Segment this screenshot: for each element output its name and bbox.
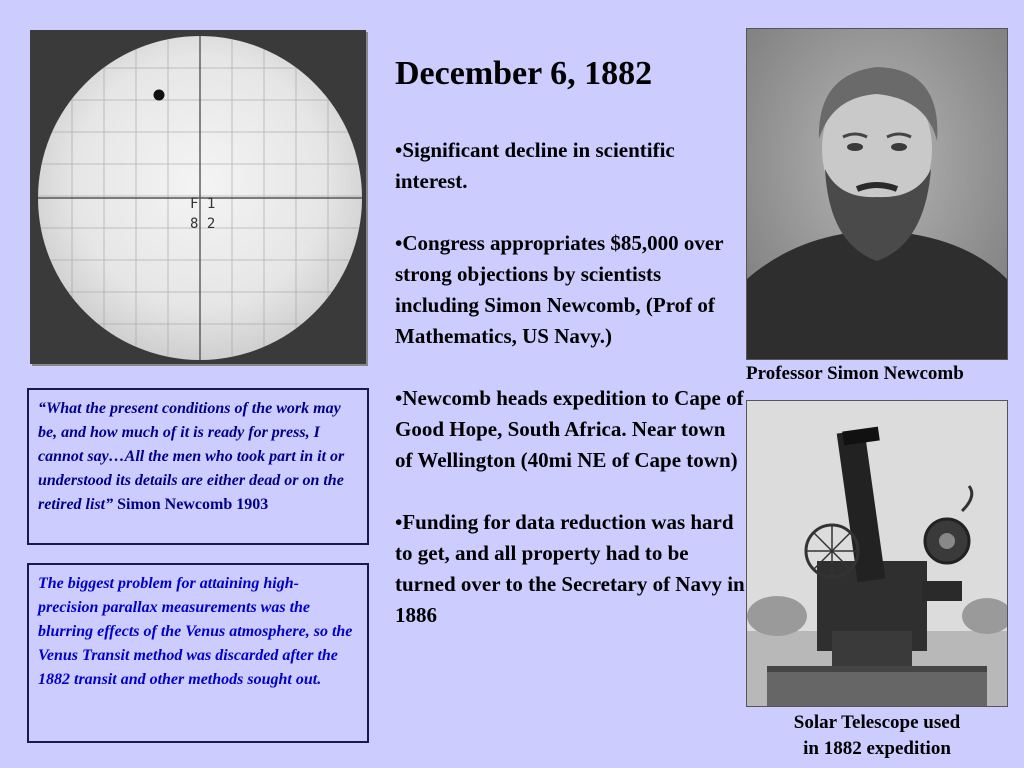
telescope-caption — [746, 710, 1008, 762]
portrait-caption: Professor Simon Newcomb — [746, 363, 964, 384]
parallax-note-text: The biggest problem for attaining high-precision parallax measurements was the blurring effects of the Venus atmosphere, so the Venus Transit method was discarded after the 1882 transit and other methods sought out. — [38, 575, 353, 688]
newcomb-portrait — [746, 28, 1008, 360]
bullet-item: •Significant decline in scientific interest. — [395, 138, 675, 193]
sun-disk-image — [30, 30, 366, 364]
sun-transit-photo — [30, 30, 366, 364]
bullet-item: •Congress appropriates $85,000 over strong objections by scientists including Simon Newcomb, (Prof of Mathematics, US Navy.) — [395, 231, 724, 348]
telescope-caption-line2: in 1882 expedition — [803, 738, 951, 759]
newcomb-quote-text: “What the present conditions of the work may be, and how much of it is ready for press, I cannot say…All the men who took part in it or understood its details are either dead or on the retired list” — [38, 400, 345, 513]
telescope-image — [747, 401, 1007, 706]
newcomb-quote-box — [27, 388, 369, 545]
parallax-note-box — [27, 563, 369, 743]
bullet-list — [395, 135, 745, 662]
telescope-caption-line1: Solar Telescope used — [793, 712, 961, 733]
venus-transit-dot — [154, 90, 165, 101]
solar-telescope-photo — [746, 400, 1008, 707]
quote-attribution: Simon Newcomb 1903 — [113, 496, 269, 513]
portrait-image — [747, 29, 1007, 359]
plate-label-line1: F 1 — [190, 196, 216, 212]
bullet-item: •Newcomb heads expedition to Cape of Good Hope, South Africa. Near town of Wellington (40mi NE of Cape town) — [395, 386, 744, 472]
plate-label-line2: 8 2 — [190, 216, 216, 232]
bullet-item: •Funding for data reduction was hard to get, and all property had to be turned over to the Secretary of Navy in 1886 — [395, 510, 745, 627]
page-title: December 6, 1882 — [395, 55, 653, 92]
